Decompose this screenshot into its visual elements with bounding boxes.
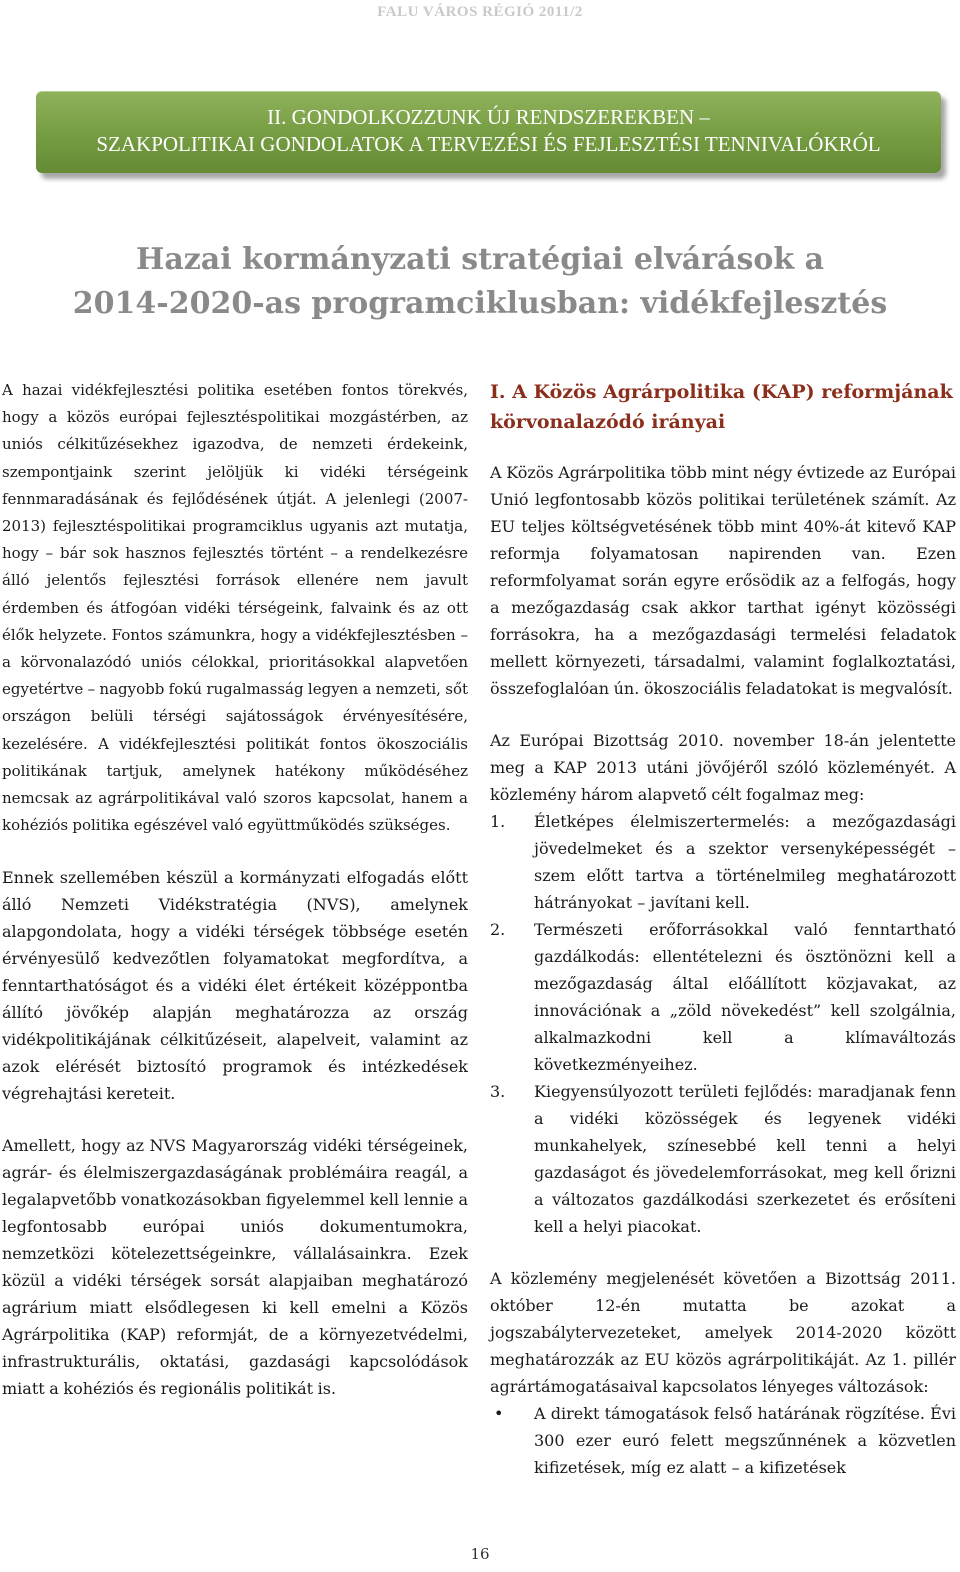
goal-number: 1. (490, 812, 506, 831)
change-text: A direkt támogatások felső határának rögzítése. Évi 300 ezer euró felett megszűnnének a közvetlen kifizetések, míg ez alatt – a kifizetések (534, 1404, 956, 1477)
section-heading: I. A Közös Agrárpolitika (KAP) reformjának körvonalazódó irányai (490, 381, 953, 433)
goals-list (490, 808, 956, 1240)
running-head: FALU VÁROS RÉGIÓ 2011/2 (377, 4, 583, 20)
goal-number: 2. (490, 920, 506, 939)
change-item (490, 1400, 956, 1481)
banner-line-2: SZAKPOLITIKAI GONDOLATOK A TERVEZÉSI ÉS FEJLESZTÉSI TENNIVALÓKRÓL (96, 132, 881, 156)
goal-text: Kiegyensúlyozott területi fejlődés: maradjanak fenn a vidéki közösségek és legyenek vidéki munkahelyek, színesebbé kell tenni a helyi gazdaságot és jövedelemforrásokat, meg kell őrizni a változatos gazdálkodási szerkezetet és erősíteni kell a helyi piacokat. (534, 1082, 956, 1236)
goal-item (490, 1078, 956, 1240)
changes-list (490, 1400, 956, 1481)
left-paragraph-3: Amellett, hogy az NVS Magyarország vidéki térségeinek, agrár- és élelmiszergazdaságának problémáira reagál, a legalapvetőbb vonatkozásokban figyelemmel kell lennie a legfontosabb európai uniós dokumentumokra, nemzetközi kötelezettségeinkre, vállalásainkra. Ezek közül a vidéki térségek sorsát alapjaiban meghatározó agrárium miatt elsődlegesen ki kell emelni a Közös Agrárpolitika (KAP) reformját, de a környezetvédelmi, infrastrukturális, oktatási, gazdasági kapcsolódások miatt a kohéziós és regionális politikát is. (2, 1136, 468, 1399)
right-paragraph-1: A Közös Agrárpolitika több mint négy évtizede az Európai Unió legfontosabb közös politikai területének számít. Az EU teljes költségvetésének több mint 40%-át kitevő KAP reformja folyamatosan napirenden van. Ezen reformfolyamat során egyre erősödik az a felfogás, hogy a mezőgazdaság csak akkor tarthat igényt közösségi forrásokra, ha a mezőgazdasági termelési feladatok mellett környezeti, társadalmi, valamint foglalkoztatási, összefoglalóan ún. ökoszociális feladatokat is megvalósít. (490, 463, 956, 698)
right-paragraph-2: Az Európai Bizottság 2010. november 18-án jelentette meg a KAP 2013 utáni jövőjéről szóló közleményét. A közlemény három alapvető célt fogalmaz meg: (490, 731, 956, 804)
section-banner (36, 91, 941, 173)
right-column (490, 377, 956, 1481)
goal-text: Életképes élelmiszertermelés: a mezőgazdasági jövedelmeket és a szektor versenyképességét – szem előtt tartva a történelmileg meghatározott hátrányokat – javítani kell. (534, 812, 956, 912)
banner-line-1: II. GONDOLKOZZUNK ÚJ RENDSZEREKBEN – (267, 105, 710, 129)
goal-number: 3. (490, 1082, 506, 1101)
page-number: 16 (470, 1545, 490, 1563)
goal-text: Természeti erőforrásokkal való fenntartható gazdálkodás: ellentételezni és ösztönözni kell a mezőgazdaság által előállított közjavakat, az innovációnak a „zöld növekedést” kell szolgálnia, alkalmazkodni kell a klímaváltozás következményeihez. (534, 920, 956, 1074)
right-paragraph-3: A közlemény megjelenését követően a Bizottság 2011. október 12-én mutatta be azokat a jogszabálytervezeteket, amelyek 2014-2020 között meghatározzák az EU közös agrárpolitikáját. Az 1. pillér agrártámogatásaival kapcsolatos lényeges változások: (490, 1269, 956, 1396)
article-title-line-1: Hazai kormányzati stratégiai elvárások a (135, 242, 825, 277)
left-paragraph-1: A hazai vidékfejlesztési politika esetében fontos törekvés, hogy a közös európai fejlesztéspolitikai mozgástérben, az uniós célkitűzésekhez igazodva, de nemzeti érdekeink, szempontjaink szerint jelöljük ki vidéki térségeink fennmaradásának és fejlődésének útját. A jelenlegi (2007-2013) fejlesztéspolitikai programciklus ugyanis azt mutatja, hogy – bár sok hasznos fejlesztés történt – a rendelkezésre álló jelentős fejlesztési források ellenére nem javult érdemben és átfogóan vidéki térségeink, falvaink és az ott élők helyzete. Fontos számunkra, hogy a vidékfejlesztésben – a körvonalazódó uniós célokkal, prioritásokkal alapvetően egyetértve – nagyobb fokú rugalmasság legyen a nemzeti, sőt országon belüli térségi sajátosságok érvényesítésére, kezelésére. A vidékfejlesztési politikát fontos ökoszociális politikának tartjuk, amelynek hatékony működéséhez nemcsak az agrárpolitikával való szoros kapcsolat, hanem a kohéziós politika egészével való együttműködés szükséges. (2, 381, 468, 835)
goal-item (490, 808, 956, 916)
goal-item (490, 916, 956, 1078)
article-title-line-2: 2014-2020-as programciklusban: vidékfejlesztés (72, 286, 888, 321)
left-column (2, 377, 468, 1402)
left-paragraph-2: Ennek szellemében készül a kormányzati elfogadás előtt álló Nemzeti Vidékstratégia (NVS), amelynek alapgondolata, hogy a vidéki térségek többsége esetén érvényesülő kedvezőtlen folyamatokat megfordítva, a fenntarthatóságot és a vidéki élet értékeit középpontba állító jövőkép alapján meghatározza az ország vidékpolitikájának célkitűzéseit, alapelveit, valamint az azok elérését biztosító programok és intézkedések végrehajtási kereteit. (2, 868, 468, 1104)
bullet-icon: • (494, 1404, 504, 1423)
article-title (0, 238, 960, 326)
